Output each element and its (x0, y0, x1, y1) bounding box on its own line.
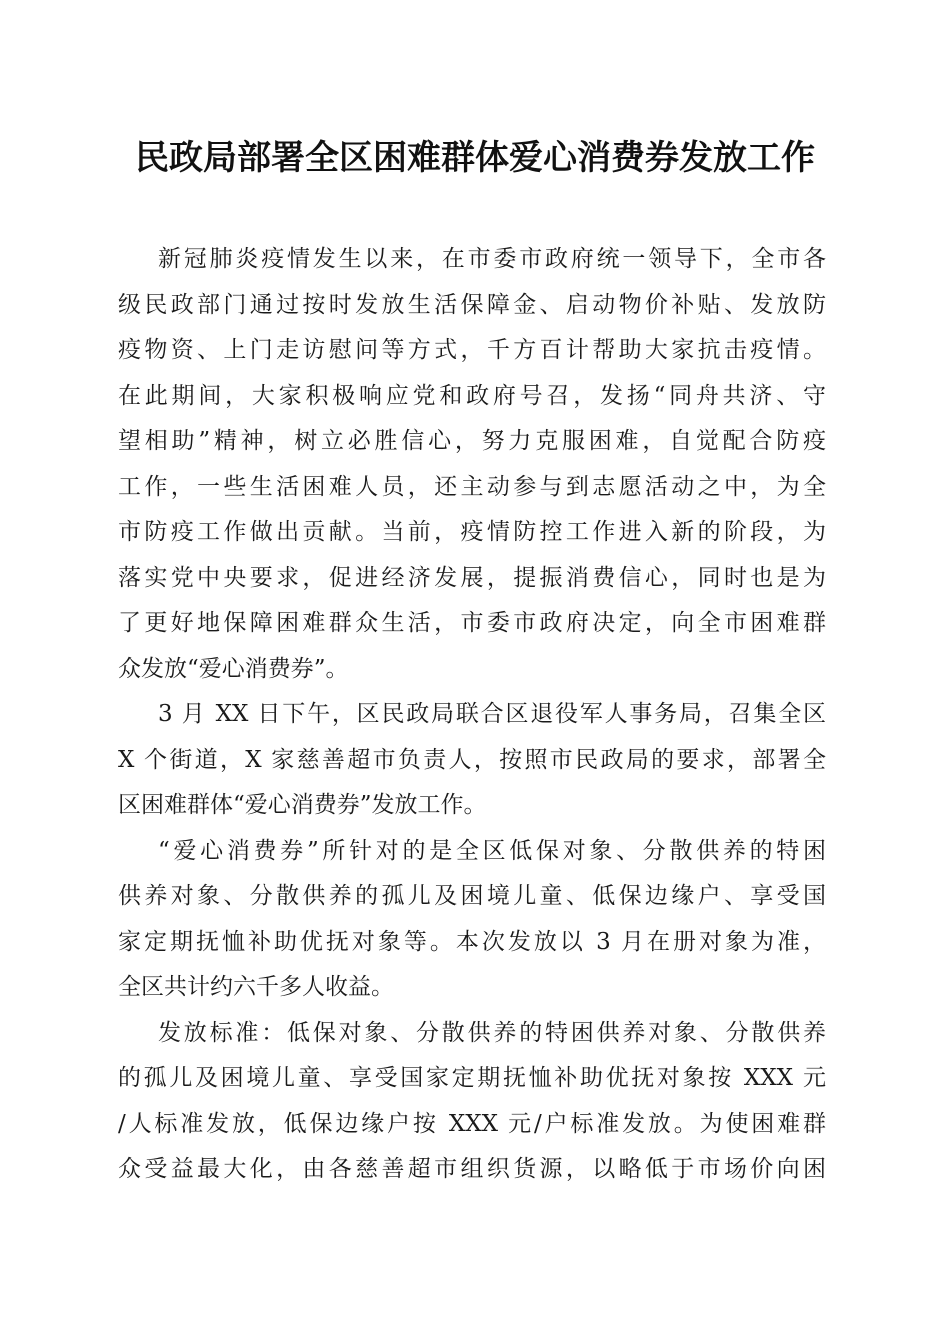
text-line: 级民政部门通过按时发放生活保障金、启动物价补贴、发放防 (118, 291, 826, 318)
text-line: 新冠肺炎疫情发生以来，在市委市政府统一领导下，全市各 (158, 246, 826, 272)
text-line: 家定期抚恤补助优抚对象等。本次发放以 3 月在册对象为准， (118, 928, 826, 955)
paragraph-4 (118, 1011, 826, 1193)
text-line: 的孤儿及困境儿童、享受国家定期抚恤补助优抚对象按 XXX 元 (118, 1065, 826, 1091)
text-line: 疫物资、上门走访慰问等方式，千方百计帮助大家抗击疫情。 (118, 337, 826, 363)
text-line: /人标准发放，低保边缘户按 XXX 元/户标准发放。为使困难群 (118, 1110, 826, 1137)
text-line: X 个街道，X 家慈善超市负责人，按照市民政局的要求，部署全 (118, 746, 826, 773)
text-line: 3 月 XX 日下午，区民政局联合区退役军人事务局，召集全区 (158, 701, 826, 727)
text-line: 望相助”精神，树立必胜信心，努力克服困难，自觉配合防疫 (118, 428, 826, 454)
text-line: 全区共计约六千多人收益。 (118, 974, 394, 1000)
text-line: 市防疫工作做出贡献。当前，疫情防控工作进入新的阶段，为 (118, 519, 826, 545)
paragraph-1 (118, 237, 826, 692)
document-title: 民政局部署全区困难群体爱心消费券发放工作 (135, 138, 815, 178)
text-line: 落实党中央要求，促进经济发展，提振消费信心，同时也是为 (118, 564, 826, 591)
document-body (118, 237, 826, 1193)
text-line: 众受益最大化，由各慈善超市组织货源，以略低于市场价向困 (118, 1156, 826, 1182)
text-line: 众发放“爱心消费券”。 (118, 655, 349, 682)
text-line: 发放标准：低保对象、分散供养的特困供养对象、分散供养 (158, 1019, 826, 1046)
paragraph-3 (118, 829, 826, 1011)
text-line: 在此期间，大家积极响应党和政府号召，发扬“同舟共济、守 (118, 382, 826, 409)
paragraph-2 (118, 692, 826, 829)
text-line: “爱心消费券”所针对的是全区低保对象、分散供养的特困 (158, 837, 826, 864)
text-line: 工作，一些生活困难人员，还主动参与到志愿活动之中，为全 (118, 473, 826, 500)
text-line: 供养对象、分散供养的孤儿及困境儿童、低保边缘户、享受国 (118, 883, 826, 909)
text-line: 区困难群体“爱心消费券”发放工作。 (118, 792, 487, 818)
text-line: 了更好地保障困难群众生活，市委市政府决定，向全市困难群 (118, 610, 826, 636)
